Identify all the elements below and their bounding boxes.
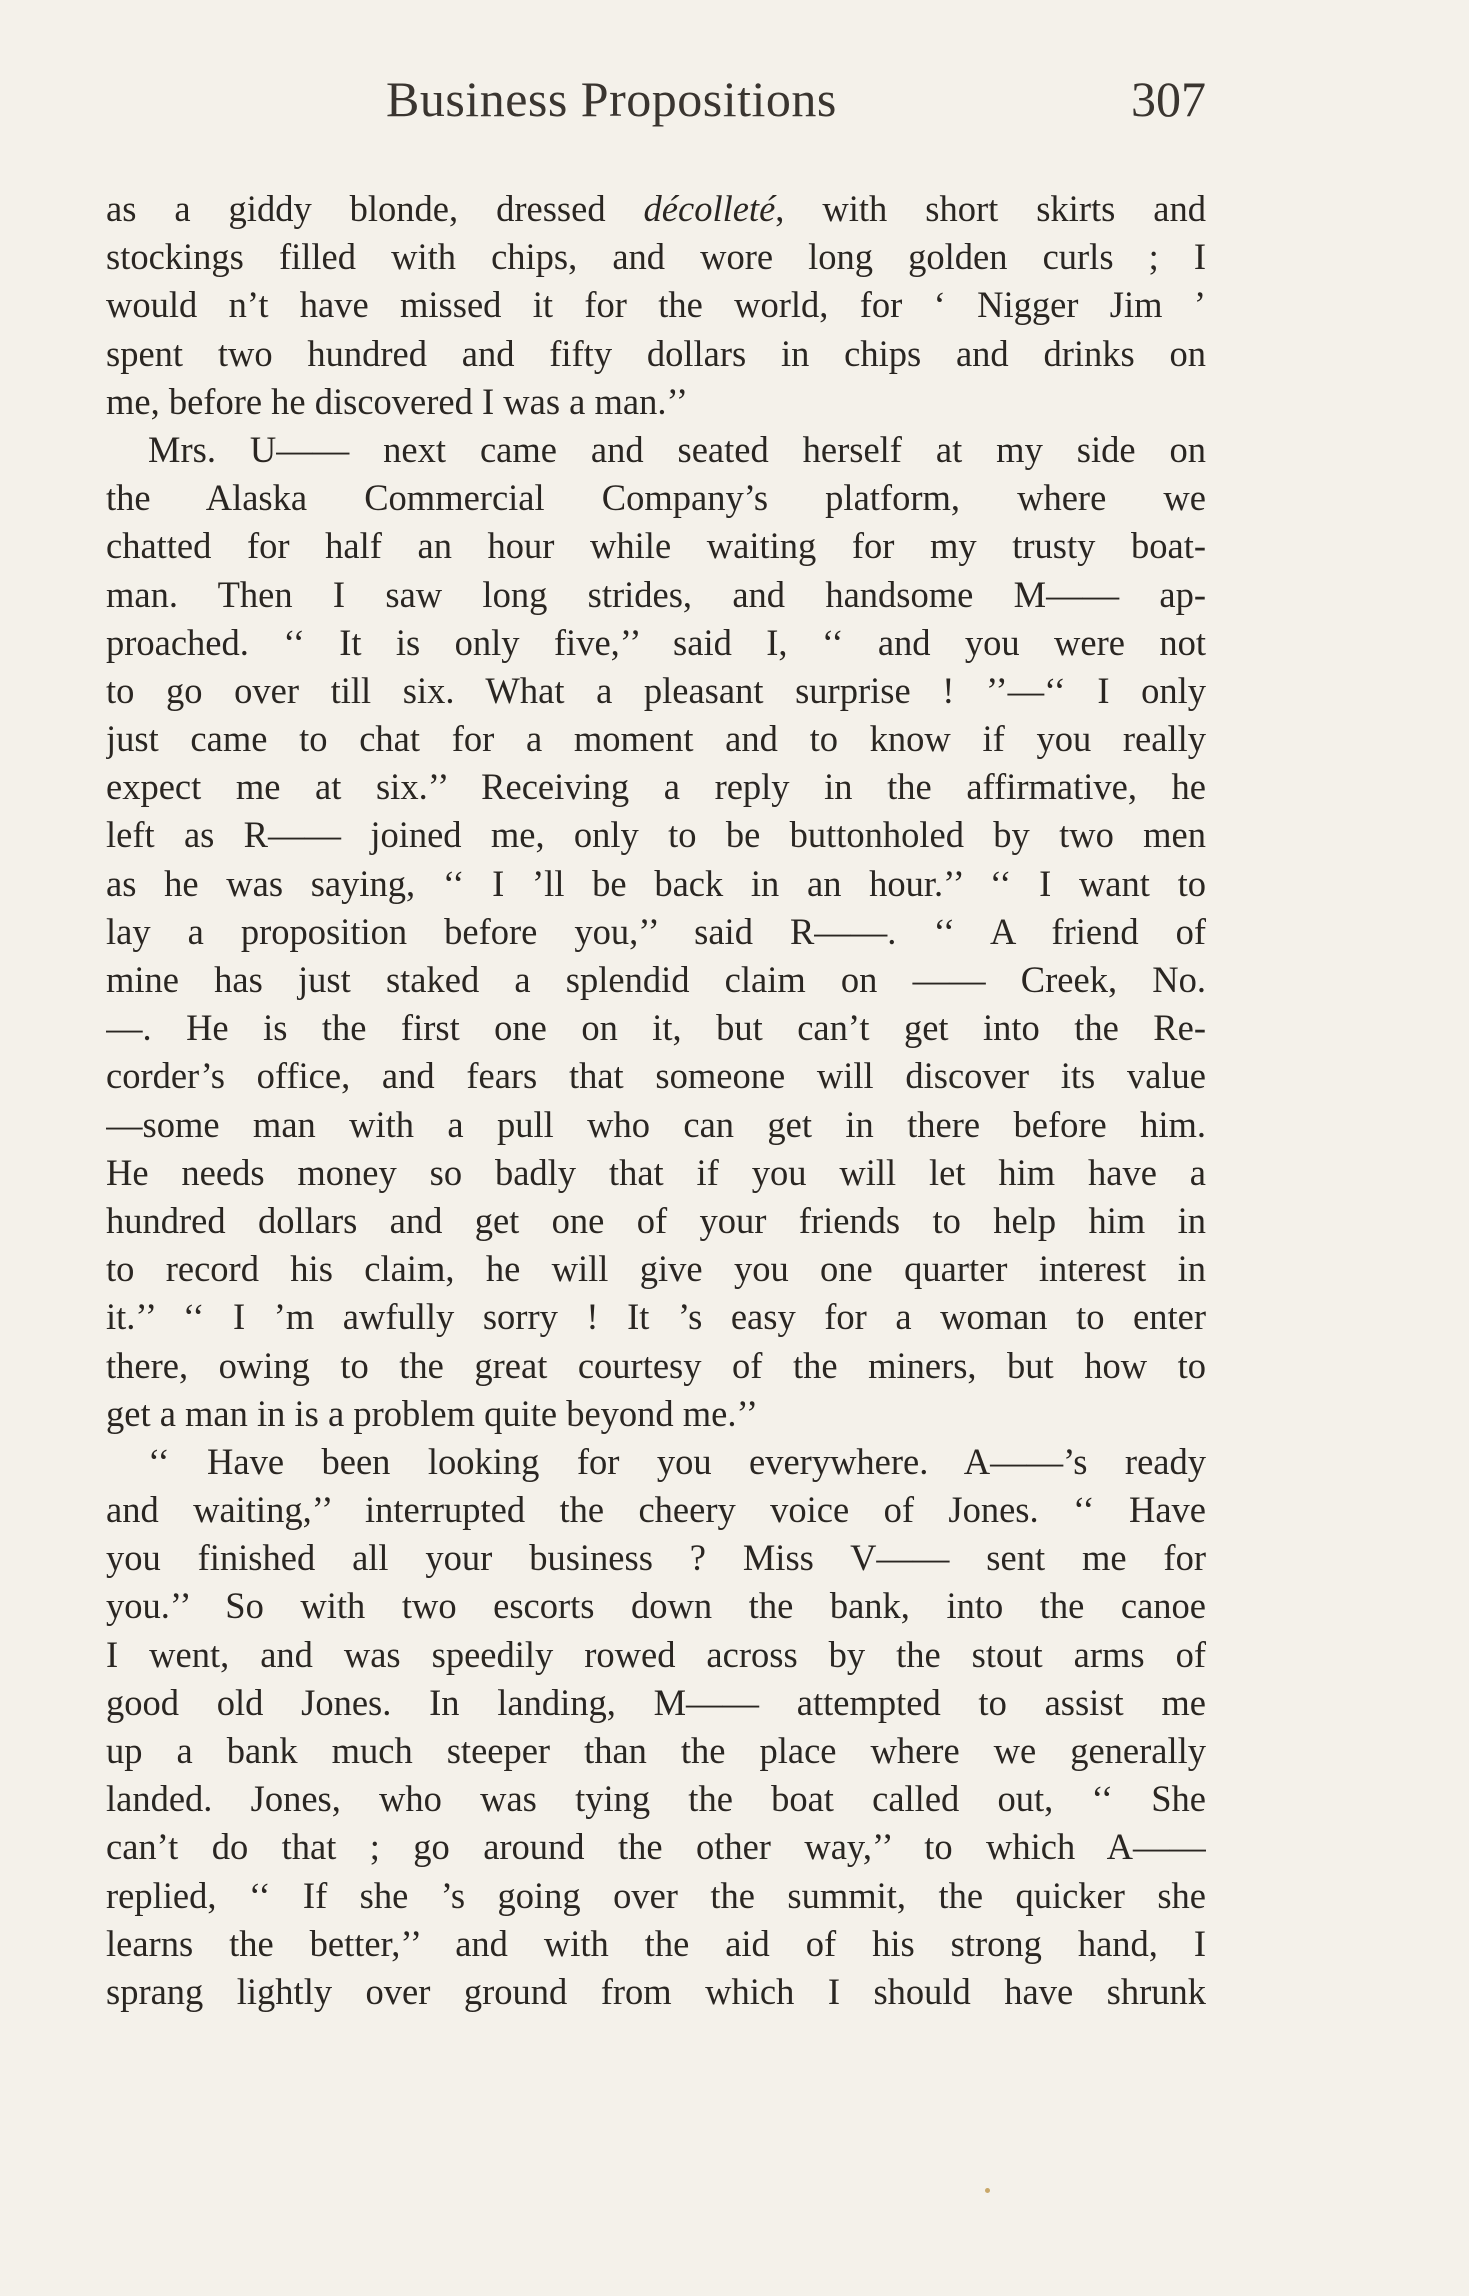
text-line: and waiting,’’ interrupted the cheery voice of Jones. ‘‘ Have bbox=[106, 1489, 1206, 1531]
text-line: lay a proposition before you,’’ said R——. ‘‘ A friend of bbox=[106, 910, 1206, 952]
text-line: chatted for half an hour while waiting for my trusty boat- bbox=[106, 525, 1206, 567]
text-line: learns the better,’’ and with the aid of his strong hand, I bbox=[106, 1922, 1206, 1964]
text-line: as a giddy blonde, dressed décolleté, with short skirts and bbox=[106, 188, 1206, 229]
text-line: He needs money so badly that if you will let him have a bbox=[106, 1151, 1206, 1193]
text-line: it.’’ ‘‘ I ’m awfully sorry ! It ’s easy for a woman to enter bbox=[106, 1296, 1206, 1338]
text-line: sprang lightly over ground from which I should have shrunk bbox=[106, 1970, 1206, 2012]
text-line: you.’’ So with two escorts down the bank, into the canoe bbox=[106, 1585, 1206, 1627]
text-line: spent two hundred and fifty dollars in chips and drinks on bbox=[106, 332, 1206, 374]
paper-speck bbox=[985, 2188, 990, 2193]
text-line: good old Jones. In landing, M—— attempted to assist me bbox=[106, 1681, 1206, 1723]
text-line: left as R—— joined me, only to be buttonholed by two men bbox=[106, 814, 1206, 856]
text-line: as he was saying, ‘‘ I ’ll be back in an hour.’’ ‘‘ I want to bbox=[106, 862, 1206, 904]
text-line: would n’t have missed it for the world, for ‘ Nigger Jim ’ bbox=[106, 284, 1206, 326]
text-line: corder’s office, and fears that someone will discover its value bbox=[106, 1055, 1206, 1097]
text-line: the Alaska Commercial Company’s platform, where we bbox=[106, 477, 1206, 519]
running-head bbox=[106, 70, 1206, 150]
text-line: —. He is the first one on it, but can’t get into the Re- bbox=[106, 1007, 1206, 1049]
text-line: man. Then I saw long strides, and handsome M—— ap- bbox=[106, 573, 1206, 615]
text-line: there, owing to the great courtesy of the miners, but how to bbox=[106, 1344, 1206, 1386]
text-line: up a bank much steeper than the place where we generally bbox=[106, 1730, 1206, 1771]
text-line: you finished all your business ? Miss V—— sent me for bbox=[106, 1537, 1206, 1579]
text-line: replied, ‘‘ If she ’s going over the summit, the quicker she bbox=[106, 1874, 1206, 1916]
text-line: expect me at six.’’ Receiving a reply in the affirmative, he bbox=[106, 766, 1206, 808]
text-line: Mrs. U—— next came and seated herself at my side on bbox=[148, 428, 1206, 470]
text-line: I went, and was speedily rowed across by the stout arms of bbox=[106, 1633, 1206, 1675]
text-line: to record his claim, he will give you one quarter interest in bbox=[106, 1248, 1206, 1290]
text-line: to go over till six. What a pleasant surprise ! ’’—‘‘ I only bbox=[106, 669, 1206, 711]
running-title: Business Propositions bbox=[386, 71, 837, 127]
text-line: hundred dollars and get one of your friends to help him in bbox=[106, 1199, 1206, 1241]
text-line: proached. ‘‘ It is only five,’’ said I, ‘‘ and you were not bbox=[106, 621, 1206, 663]
text-line: landed. Jones, who was tying the boat called out, ‘‘ She bbox=[106, 1778, 1206, 1820]
page-number: 307 bbox=[1131, 71, 1206, 127]
text-line: just came to chat for a moment and to know if you really bbox=[106, 718, 1206, 760]
text-line: can’t do that ; go around the other way,’’ to which A—— bbox=[106, 1826, 1206, 1868]
text-line: me, before he discovered I was a man.’’ bbox=[106, 380, 689, 422]
body-text bbox=[106, 185, 1206, 2016]
text-line: mine has just staked a splendid claim on —— Creek, No. bbox=[106, 959, 1206, 1000]
text-line: ‘‘ Have been looking for you everywhere. A——’s ready bbox=[148, 1440, 1206, 1482]
italic-word: décolleté bbox=[643, 188, 776, 229]
text-line: get a man in is a problem quite beyond me.’’ bbox=[106, 1392, 759, 1434]
text-line: —some man with a pull who can get in there before him. bbox=[106, 1103, 1206, 1145]
text-line: stockings filled with chips, and wore long golden curls ; I bbox=[106, 236, 1206, 278]
